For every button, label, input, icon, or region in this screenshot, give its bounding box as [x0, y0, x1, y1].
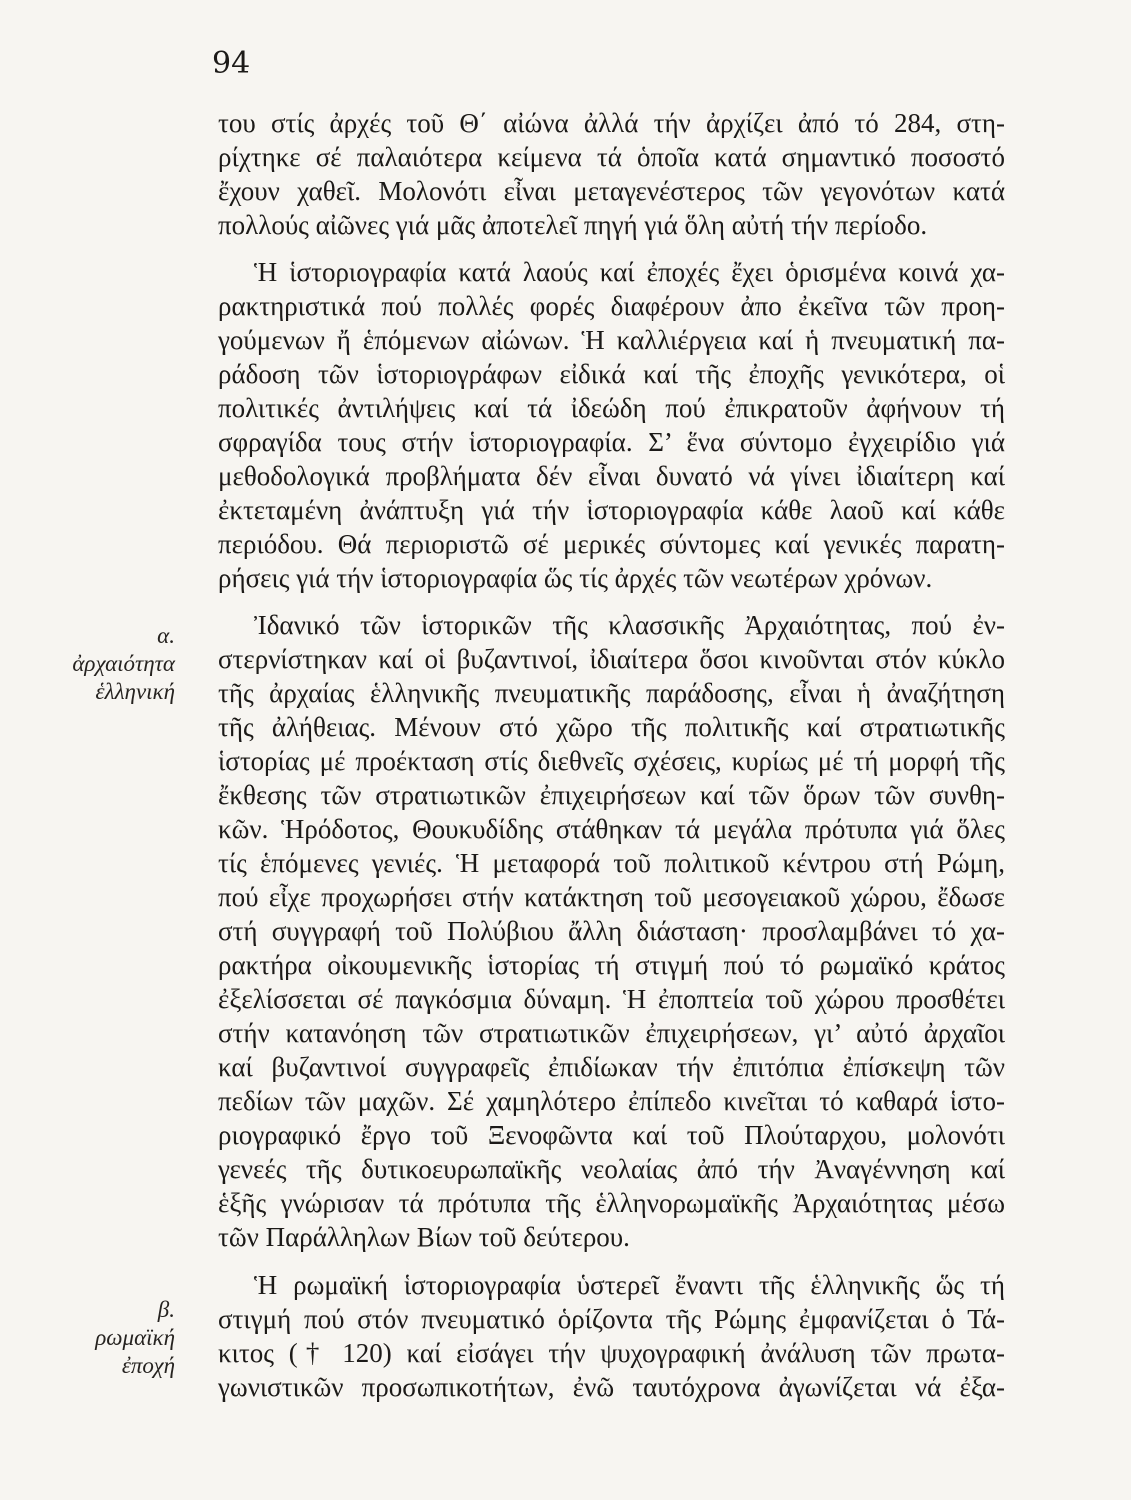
- text-line: τῆς ἀρχαίας ἑλληνικῆς πνευματικῆς παράδοσης, εἶναι ἡ ἀναζήτηση: [218, 678, 1005, 708]
- text-line: γενεές τῆς δυτικοευρωπαϊκῆς νεολαίας ἀπό τήν Ἀναγέννηση καί: [218, 1154, 1005, 1184]
- margin-note-ancient-greek: [45, 622, 175, 706]
- text-line: τῆς ἀλήθειας. Μένουν στό χῶρο τῆς πολιτικῆς καί στρατιωτικῆς: [218, 712, 1005, 742]
- text-line: ριογραφικό ἔργο τοῦ Ξενοφῶντα καί τοῦ Πλούταρχου, μολονότι: [218, 1120, 1005, 1150]
- text-line: του στίς ἀρχές τοῦ Θ΄ αἰώνα ἀλλά τήν ἀρχίζει ἀπό τό 284, στη-: [218, 108, 1005, 138]
- text-line: πολιτικές ἀντιλήψεις καί τά ἰδεώδη πού ἐπικρατοῦν ἀφήνουν τή: [218, 393, 1005, 423]
- page-number: 94: [212, 46, 251, 81]
- text-line: στιγμή πού στόν πνευματικό ὁρίζοντα τῆς Ρώμης ἐμφανίζεται ὁ Τά-: [218, 1304, 1005, 1334]
- margin-note-letter: β.: [157, 1297, 175, 1322]
- margin-note-line: ἑλληνική: [95, 679, 175, 704]
- text-line: περιόδου. Θά περιοριστῶ σέ μερικές σύντομες καί γενικές παρατη-: [218, 529, 1005, 559]
- text-line: ρήσεις γιά τήν ἱστοριογραφία ὥς τίς ἀρχές τῶν νεωτέρων χρόνων.: [218, 563, 933, 593]
- text-line: κιτος († 120) καί εἰσάγει τήν ψυχογραφική ἀνάλυση τῶν πρωτα-: [218, 1338, 1005, 1368]
- text-line: πολλούς αἰῶνες γιά μᾶς ἀποτελεῖ πηγή γιά ὅλη αὐτή τήν περίοδο.: [218, 210, 928, 240]
- text-line: ρακτηριστικά πού πολλές φορές διαφέρουν ἀπο ἐκεῖνα τῶν προη-: [218, 291, 1005, 321]
- text-line: πού εἶχε προχωρήσει στήν κατάκτηση τοῦ μεσογειακοῦ χώρου, ἔδωσε: [218, 882, 1005, 912]
- text-line: Ἰδανικό τῶν ἱστορικῶν τῆς κλασσικῆς Ἀρχαιότητας, πού ἐν-: [254, 610, 1005, 640]
- text-line: κῶν. Ἡρόδοτος, Θουκυδίδης στάθηκαν τά μεγάλα πρότυπα γιά ὅλες: [218, 814, 1005, 844]
- margin-note-line: ἀρχαιότητα: [72, 651, 175, 676]
- text-line: ἱστορίας μέ προέκταση στίς διεθνεῖς σχέσεις, κυρίως μέ τή μορφή τῆς: [218, 746, 1005, 776]
- text-line: γωνιστικῶν προσωπικοτήτων, ἐνῶ ταυτόχρονα ἀγωνίζεται νά ἐξα-: [218, 1372, 1005, 1402]
- margin-note-letter: α.: [157, 623, 175, 648]
- text-line: στή συγγραφή τοῦ Πολύβιου ἄλλη διάσταση· προσλαμβάνει τό χα-: [218, 916, 1005, 946]
- text-line: ράδοση τῶν ἱστοριογράφων εἰδικά καί τῆς ἐποχῆς γενικότερα, οἱ: [218, 359, 1005, 389]
- text-line: τίς ἑπόμενες γενιές. Ἡ μεταφορά τοῦ πολιτικοῦ κέντρου στή Ρώμη,: [218, 848, 1005, 878]
- text-line: ρίχτηκε σέ παλαιότερα κείμενα τά ὁποῖα κατά σημαντικό ποσοστό: [218, 142, 1005, 172]
- margin-note-line: ἐποχή: [121, 1353, 175, 1378]
- text-line: σφραγίδα τους στήν ἱστοριογραφία. Σ’ ἕνα σύντομο ἐγχειρίδιο γιά: [218, 427, 1005, 457]
- text-line: ἔκθεσης τῶν στρατιωτικῶν ἐπιχειρήσεων καί τῶν ὅρων τῶν συνθη-: [218, 780, 1005, 810]
- margin-note-line: ρωμαϊκή: [95, 1325, 175, 1350]
- text-line: στερνίστηκαν καί οἱ βυζαντινοί, ἰδιαίτερα ὅσοι κινοῦνται στόν κύκλο: [218, 644, 1005, 674]
- text-line: πεδίων τῶν μαχῶν. Σέ χαμηλότερο ἐπίπεδο κινεῖται τό καθαρά ἱστο-: [218, 1086, 1005, 1116]
- text-line: Ἡ ἱστοριογραφία κατά λαούς καί ἐποχές ἔχει ὁρισμένα κοινά χα-: [254, 257, 1005, 287]
- text-line: ἑξῆς γνώρισαν τά πρότυπα τῆς ἑλληνορωμαϊκῆς Ἀρχαιότητας μέσω: [218, 1188, 1005, 1218]
- margin-note-roman-era: [45, 1296, 175, 1380]
- text-line: ἔχουν χαθεῖ. Μολονότι εἶναι μεταγενέστερος τῶν γεγονότων κατά: [218, 176, 1005, 206]
- text-line: μεθοδολογικά προβλήματα δέν εἶναι δυνατό νά γίνει ἰδιαίτερη καί: [218, 461, 1005, 491]
- text-line: καί βυζαντινοί συγγραφεῖς ἐπιδίωκαν τήν ἐπιτόπια ἐπίσκεψη τῶν: [218, 1052, 1005, 1082]
- text-line: Ἡ ρωμαϊκή ἱστοριογραφία ὑστερεῖ ἔναντι τῆς ἑλληνικῆς ὥς τή: [254, 1270, 1005, 1300]
- text-line: ρακτήρα οἰκουμενικῆς ἱστορίας τή στιγμή πού τό ρωμαϊκό κράτος: [218, 950, 1005, 980]
- text-line: ἐκτεταμένη ἀνάπτυξη γιά τήν ἱστοριογραφία κάθε λαοῦ καί κάθε: [218, 495, 1005, 525]
- text-line: γούμενων ἤ ἑπόμενων αἰώνων. Ἡ καλλιέργεια καί ἡ πνευματική πα-: [218, 325, 1005, 355]
- text-line: ἐξελίσσεται σέ παγκόσμια δύναμη. Ἡ ἐποπτεία τοῦ χώρου προσθέτει: [218, 984, 1005, 1014]
- text-line: τῶν Παράλληλων Βίων τοῦ δεύτερου.: [218, 1222, 630, 1252]
- text-line: στήν κατανόηση τῶν στρατιωτικῶν ἐπιχειρήσεων, γι’ αὐτό ἀρχαῖοι: [218, 1018, 1005, 1048]
